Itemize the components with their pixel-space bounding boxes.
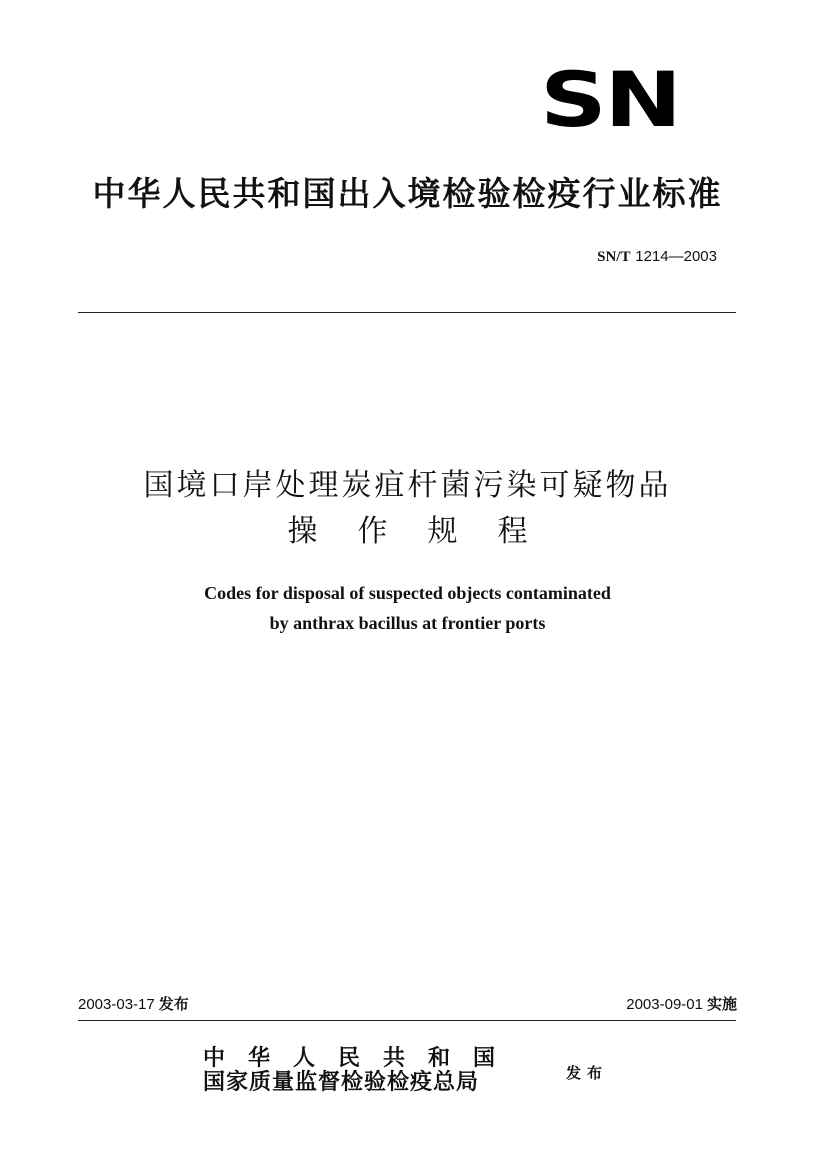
standard-code [597, 246, 717, 267]
issued-by-label: 发布 [566, 1064, 609, 1082]
standard-code-prefix: SN/T [597, 249, 631, 265]
document-title-en-line-1: Codes for disposal of suspected objects contaminated [204, 583, 611, 603]
document-title-en-line-2: by anthrax bacillus at frontier ports [269, 613, 546, 633]
document-title-cn-line-1: 国境口岸处理炭疽杆菌污染可疑物品 [143, 468, 672, 503]
issuer-block [203, 1046, 548, 1094]
sn-logo: SN [540, 55, 680, 144]
implementation-date-label: 实施 [706, 995, 737, 1013]
issuer-country: 中华人民共和国 [203, 1045, 519, 1071]
document-title-cn-line-2: 操作规程 [287, 514, 568, 549]
standard-code-number: 1214—2003 [635, 248, 717, 265]
issuer-agency: 国家质量监督检验检疫总局 [203, 1069, 480, 1095]
implementation-date-value: 2003-09-01 [626, 996, 703, 1013]
standard-category-heading: 中华人民共和国出入境检验检疫行业标准 [92, 174, 723, 213]
bottom-divider [78, 1020, 736, 1021]
issue-date-label: 发布 [158, 995, 189, 1013]
issue-date-value: 2003-03-17 [78, 996, 155, 1013]
implementation-date [626, 994, 737, 1015]
issue-date [78, 994, 189, 1015]
top-divider [78, 312, 736, 313]
